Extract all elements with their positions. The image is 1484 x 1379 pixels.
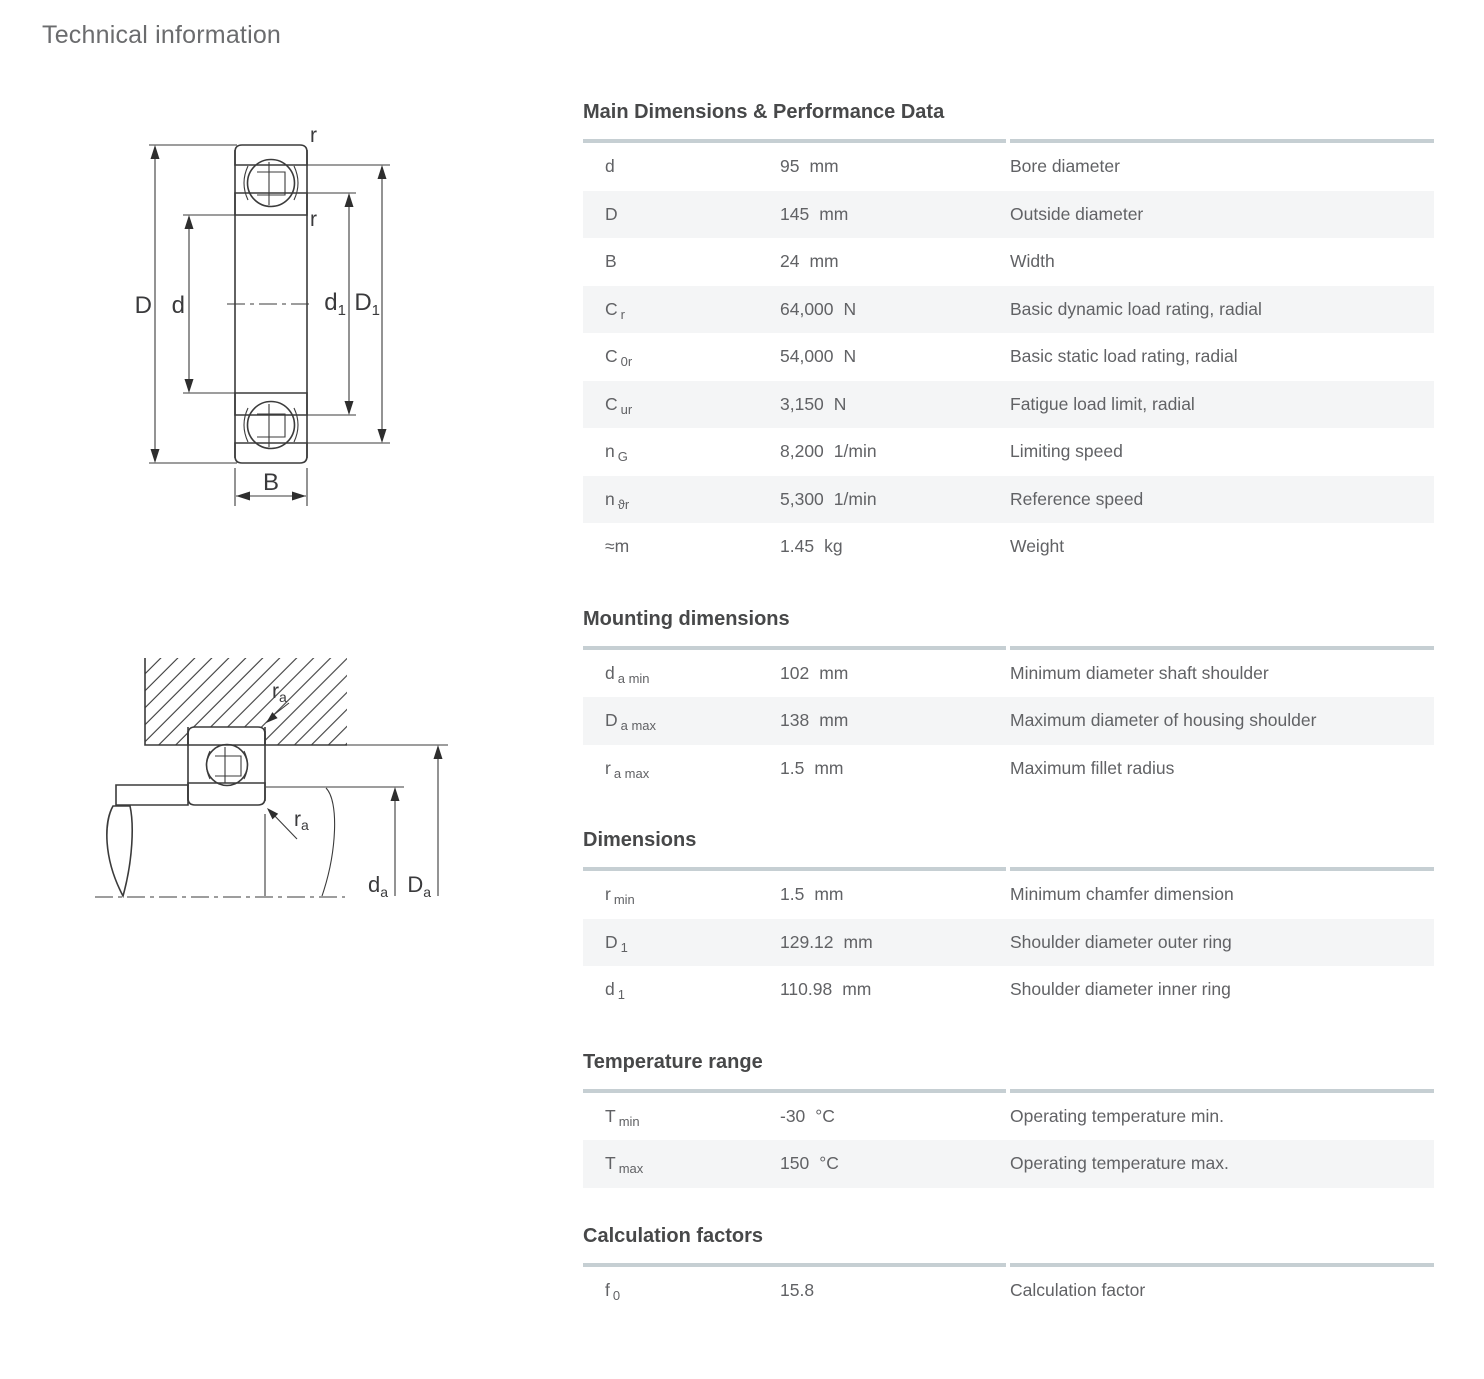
inner-ring	[188, 783, 265, 805]
value-cell	[780, 663, 1010, 684]
value-cell	[780, 758, 1010, 779]
housing-section	[145, 658, 347, 745]
main-dimensions-diagram	[135, 124, 390, 506]
shaft-contour-line	[322, 788, 335, 896]
unit: kg	[824, 536, 843, 557]
symbol-cell	[583, 710, 780, 734]
unit: 1/min	[833, 488, 877, 509]
symbol-cell	[583, 1280, 780, 1301]
symbol-cell	[583, 663, 780, 684]
symbol-base: C	[605, 393, 618, 414]
symbol-subscript: 1	[617, 987, 625, 1003]
symbol-cell	[583, 441, 780, 465]
label-chamfer-top: r	[310, 124, 317, 147]
symbol-base: ≈m	[605, 536, 630, 557]
symbol-base: n	[605, 488, 615, 509]
unit: N	[843, 346, 857, 367]
symbol-base: B	[605, 251, 617, 272]
symbol-subscript: min	[613, 892, 635, 908]
symbol-cell	[583, 156, 780, 177]
description-cell: Shoulder diameter outer ring	[1010, 931, 1232, 952]
section-mounting-dimensions	[583, 608, 1434, 793]
label-outer-shoulder-diameter: $D_1$	[354, 289, 380, 319]
description-cell: Operating temperature max.	[1010, 1153, 1229, 1174]
symbol-subscript: a max	[620, 718, 657, 734]
description-cell: Minimum diameter shaft shoulder	[1010, 662, 1269, 683]
symbol-base: f	[605, 1279, 610, 1300]
symbol-base: T	[605, 1153, 616, 1174]
mounting-dimensions-diagram	[95, 658, 448, 900]
value-cell	[780, 1106, 1010, 1127]
table-row	[583, 1267, 1434, 1315]
description-cell: Shoulder diameter inner ring	[1010, 979, 1231, 1000]
description-cell: Calculation factor	[1010, 1279, 1146, 1300]
description-cell: Fatigue load limit, radial	[1010, 393, 1195, 414]
symbol-subscript: ϑr	[617, 496, 630, 512]
symbol-base: D	[605, 931, 618, 952]
section-temperature-range	[583, 1051, 1434, 1188]
table-row	[583, 428, 1434, 476]
symbol-cell	[583, 758, 780, 779]
value: 95	[780, 156, 800, 177]
value: 150	[780, 1153, 810, 1174]
value-cell	[780, 441, 1010, 462]
label-chamfer-bottom: r	[310, 208, 317, 231]
value-cell	[780, 251, 1010, 272]
symbol-cell	[583, 884, 780, 908]
symbol-cell	[583, 489, 780, 510]
value-cell	[780, 299, 1010, 320]
description-cell: Outside diameter	[1010, 203, 1144, 224]
value: 102	[780, 662, 810, 683]
section-calculation-factors	[583, 1225, 1434, 1315]
rolling-element-top	[244, 160, 298, 207]
unit: mm	[842, 979, 872, 1000]
value: 24	[780, 251, 800, 272]
table-row	[583, 191, 1434, 239]
symbol-base: D	[605, 203, 618, 224]
symbol-cell	[583, 1153, 780, 1177]
section-title: Temperature range	[583, 1050, 763, 1073]
table-row	[583, 745, 1434, 793]
section-title: Main Dimensions & Performance Data	[583, 101, 945, 123]
symbol-subscript: r	[620, 306, 625, 322]
unit: mm	[819, 710, 849, 731]
unit: 1/min	[833, 441, 877, 462]
value-cell	[780, 884, 1010, 905]
value-cell	[780, 932, 1010, 953]
value: -30	[780, 1105, 806, 1126]
inner-ring-top	[235, 193, 307, 215]
value: 1.5	[780, 757, 805, 778]
unit: mm	[814, 884, 844, 905]
value: 54,000	[780, 346, 834, 367]
unit: N	[843, 298, 857, 319]
value-cell	[780, 156, 1010, 177]
symbol-cell	[583, 394, 780, 415]
unit: °C	[819, 1153, 839, 1174]
value-cell	[780, 204, 1010, 225]
symbol-subscript: 1	[620, 939, 628, 955]
value: 129.12	[780, 931, 834, 952]
shaft-shoulder-section	[116, 785, 188, 805]
table-row	[583, 697, 1434, 745]
symbol-base: d	[605, 662, 615, 683]
label-shaft-shoulder-diameter: $d_a$	[367, 872, 388, 900]
description-cell: Limiting speed	[1010, 441, 1123, 462]
table-row	[583, 966, 1434, 1014]
symbol-subscript: ur	[620, 401, 633, 417]
symbol-cell	[583, 979, 780, 1003]
description-cell: Maximum fillet radius	[1010, 757, 1175, 778]
unit: N	[833, 393, 847, 414]
symbol-cell	[583, 251, 780, 272]
symbol-base: d	[605, 156, 615, 177]
unit: mm	[814, 757, 844, 778]
section-title: Mounting dimensions	[583, 607, 790, 630]
symbol-subscript: a max	[613, 765, 650, 781]
unit: mm	[843, 931, 873, 952]
description-cell: Weight	[1010, 536, 1065, 557]
value: 145	[780, 203, 810, 224]
symbol-base: D	[605, 710, 618, 731]
symbol-subscript: a min	[617, 670, 650, 686]
value: 110.98	[780, 979, 833, 1000]
description-cell: Reference speed	[1010, 488, 1144, 509]
label-width: B	[262, 469, 280, 496]
description-cell: Basic static load rating, radial	[1010, 346, 1238, 367]
description-cell: Minimum chamfer dimension	[1010, 884, 1234, 905]
table-row	[583, 871, 1434, 919]
value-cell	[780, 710, 1010, 731]
shaft-fillet-section	[107, 806, 132, 896]
value-cell	[780, 394, 1010, 415]
symbol-base: r	[605, 884, 611, 905]
table-row	[583, 238, 1434, 286]
outer-ring-top	[235, 145, 307, 165]
symbol-base: C	[605, 298, 618, 319]
table-row	[583, 286, 1434, 334]
symbol-subscript: max	[618, 1161, 644, 1177]
outer-ring	[188, 727, 265, 745]
description-cell: Operating temperature min.	[1010, 1105, 1224, 1126]
value-cell	[780, 346, 1010, 367]
table-row	[583, 523, 1434, 571]
value-cell	[780, 979, 1010, 1000]
value: 15.8	[780, 1279, 815, 1300]
technical-drawings	[80, 95, 500, 960]
symbol-base: d	[605, 979, 615, 1000]
symbol-subscript: G	[617, 449, 628, 465]
value: 5,300	[780, 488, 824, 509]
section-title: Dimensions	[583, 829, 697, 851]
description-cell: Maximum diameter of housing shoulder	[1010, 710, 1317, 731]
symbol-base: n	[605, 441, 615, 462]
label-inner-shoulder-diameter: $d_1$	[324, 289, 346, 319]
table-row	[583, 143, 1434, 191]
label-housing-shoulder-diameter: $D_a$	[407, 872, 431, 900]
value: 1.5	[780, 884, 805, 905]
label-bore-diameter: d	[171, 292, 185, 319]
value: 3,150	[780, 393, 824, 414]
symbol-subscript: 0r	[620, 354, 633, 370]
table-row	[583, 476, 1434, 524]
label-fillet-radius-top: ra	[272, 680, 287, 705]
table-row	[583, 919, 1434, 967]
symbol-subscript: min	[618, 1113, 640, 1129]
symbol-cell	[583, 932, 780, 953]
value: 1.45	[780, 536, 815, 557]
value: 8,200	[780, 441, 824, 462]
page-title: Technical information	[42, 21, 282, 49]
unit: °C	[815, 1105, 835, 1126]
value-cell	[780, 489, 1010, 510]
symbol-cell	[583, 299, 780, 320]
rolling-element	[207, 745, 248, 786]
section-main-dimensions	[583, 101, 1434, 571]
unit: mm	[819, 203, 849, 224]
unit: mm	[809, 251, 839, 272]
symbol-cell	[583, 346, 780, 370]
section-title: Calculation factors	[583, 1224, 764, 1247]
table-row	[583, 1140, 1434, 1188]
unit: mm	[809, 156, 839, 177]
inner-ring-bottom	[235, 393, 307, 415]
symbol-base: T	[605, 1105, 616, 1126]
symbol-cell	[583, 204, 780, 225]
symbol-cell	[583, 1106, 780, 1127]
table-row	[583, 333, 1434, 381]
label-outside-diameter: D	[134, 292, 152, 319]
symbol-base: r	[605, 757, 611, 778]
table-row	[583, 650, 1434, 698]
section-dimensions	[583, 829, 1434, 1014]
table-row	[583, 1093, 1434, 1141]
value-cell	[780, 1280, 1010, 1301]
unit: mm	[819, 662, 849, 683]
table-row	[583, 381, 1434, 429]
value: 64,000	[780, 298, 834, 319]
symbol-subscript: 0	[612, 1287, 621, 1303]
value-cell	[780, 536, 1010, 557]
value: 138	[780, 710, 810, 731]
value-cell	[780, 1153, 1010, 1174]
outer-ring-bottom	[235, 443, 307, 463]
symbol-base: C	[605, 346, 618, 367]
label-fillet-radius-bottom: ra	[294, 808, 309, 833]
description-cell: Bore diameter	[1010, 156, 1120, 177]
rolling-element-bottom	[244, 402, 298, 449]
symbol-cell	[583, 536, 780, 557]
description-cell: Width	[1010, 251, 1055, 272]
technical-data-tables	[583, 101, 1434, 1314]
description-cell: Basic dynamic load rating, radial	[1010, 298, 1262, 319]
